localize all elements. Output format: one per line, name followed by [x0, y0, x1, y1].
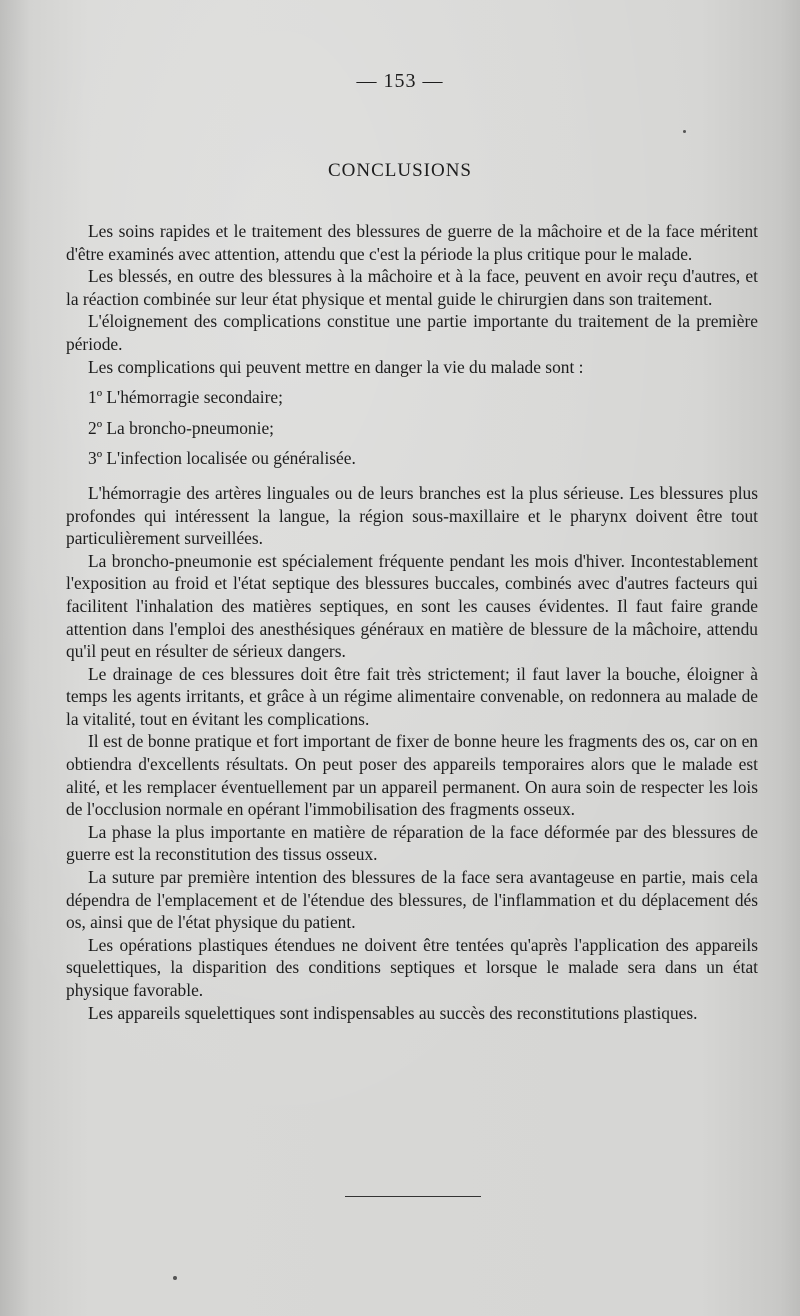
ink-speck: [173, 1276, 177, 1280]
paragraph-10: La suture par première intention des blessures de la face sera avantageuse en partie, mais cela dépendra de l'emplacement et de l'étendue des blessures, de l'inflammation et du déplacement dés os, ainsi que de l'état physique du patient.: [66, 867, 758, 933]
paragraph-7: Le drainage de ces blessures doit être fait très strictement; il faut laver la bouche, éloigner à temps les agents irritants, et grâce à un régime alimentaire convenable, on redonnera au malade de la vitalité, tout en évitant les complications.: [66, 663, 758, 729]
end-rule: [345, 1196, 481, 1197]
paragraph-1: Les soins rapides et le traitement des blessures de guerre de la mâchoire et de la face méritent d'être examinés avec attention, attendu que c'est la période la plus critique pour le malade.: [66, 221, 758, 264]
paragraph-11: Les opérations plastiques étendues ne doivent être tentées qu'après l'application des appareils squelettiques, la disparition des conditions septiques et lorsque le malade sera dans un état physique favorable.: [66, 934, 758, 1000]
ink-speck: [683, 130, 686, 133]
paragraph-12: Les appareils squelettiques sont indispensables au succès des reconstitutions plastiques.: [88, 1002, 698, 1023]
paragraph-9: La phase la plus importante en matière de réparation de la face déformée par des blessures de guerre est la reconstitution des tissus osseux.: [66, 821, 758, 865]
paragraph-5: L'hémorragie des artères linguales ou de leurs branches est la plus sérieuse. Les blessures plus profondes qui intéressent la langue, la région sous-maxillaire et le pharynx doivent être tout particulièrement surveillées.: [66, 482, 758, 549]
page-title: CONCLUSIONS: [327, 160, 473, 181]
paragraph-2: Les blessés, en outre des blessures à la mâchoire et à la face, peuvent en avoir reçu d'autres, et la réaction combinée sur leur état physique et mental guide le chirurgien dans son traitement.: [66, 266, 758, 309]
list-item-2: 2º La broncho-pneumonie;: [88, 417, 275, 438]
paragraph-6: La broncho-pneumonie est spécialement fréquente pendant les mois d'hiver. Incontestablement l'exposition au froid et l'état septique des blessures buccales, combinés avec d'autres facteurs qui facilitent l'inhalation des matières septiques, en sont les causes évidentes. Il faut faire grande attention dans l'emploi des anesthésiques généraux en matière de blessure de la mâchoire, attendu qu'il peut en résulter de sérieux dangers.: [66, 550, 758, 662]
paragraph-8: Il est de bonne pratique et fort important de fixer de bonne heure les fragments des os, car on en obtiendra d'excellents résultats. On peut poser des appareils temporaires alors que le malade est alité, et les remplacer éventuellement par un appareil permanent. On aura soin de respecter les lois de l'occlusion normale en opérant l'immobilisation des fragments osseux.: [66, 731, 758, 820]
page-number: — 153 —: [356, 70, 444, 92]
paragraph-3: L'éloignement des complications constitue une partie importante du traitement de la première période.: [66, 311, 758, 354]
list-item-3: 3º L'infection localisée ou généralisée.: [88, 448, 356, 469]
body-text: [66, 220, 758, 1024]
paragraph-4: Les complications qui peuvent mettre en danger la vie du malade sont :: [88, 356, 584, 377]
list-item-1: 1º L'hémorragie secondaire;: [88, 387, 283, 408]
